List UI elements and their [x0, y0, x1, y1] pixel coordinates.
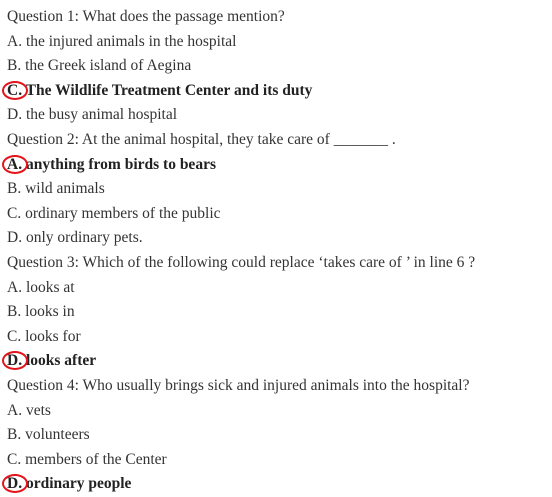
- question-4-option-c: C. members of the Center: [7, 450, 167, 468]
- question-2-option-c: C. ordinary members of the public: [7, 204, 221, 222]
- question-3-option-b: B. looks in: [7, 303, 75, 321]
- question-2-option-d: D. only ordinary pets.: [7, 229, 143, 247]
- question-3-option-d-selected: [7, 349, 547, 374]
- question-3-option-a: A. looks at: [7, 278, 75, 296]
- question-3-prompt: Question 3: Which of the following could replace ‘takes care of ’ in line 6 ?: [7, 253, 476, 271]
- question-1-option-b: B. the Greek island of Aegina: [7, 57, 192, 75]
- question-1-prompt: Question 1: What does the passage mention?: [7, 8, 285, 25]
- question-4-prompt: Question 4: Who usually brings sick and injured animals into the hospital?: [7, 376, 470, 394]
- question-1-option-d: D. the busy animal hospital: [7, 106, 178, 124]
- question-2-option-b: B. wild animals: [7, 180, 105, 198]
- question-1-option-a: A. the injured animals in the hospital: [7, 32, 237, 50]
- option-text: A. anything from birds to bears: [7, 155, 216, 173]
- question-4-option-d-selected: [7, 472, 547, 497]
- option-text: C. The Wildlife Treatment Center and its duty: [7, 81, 313, 99]
- question-1-option-c-selected: [7, 79, 547, 104]
- option-text: D. ordinary people: [7, 475, 132, 493]
- quiz-document: [7, 5, 547, 497]
- question-3-option-c: C. looks for: [7, 327, 81, 345]
- option-text: D. looks after: [7, 352, 97, 370]
- question-2-prompt: Question 2: At the animal hospital, they take care of _______ .: [7, 130, 396, 148]
- question-4-option-b: B. volunteers: [7, 426, 90, 444]
- question-4-option-a: A. vets: [7, 401, 51, 419]
- question-2-option-a-selected: [7, 153, 547, 178]
